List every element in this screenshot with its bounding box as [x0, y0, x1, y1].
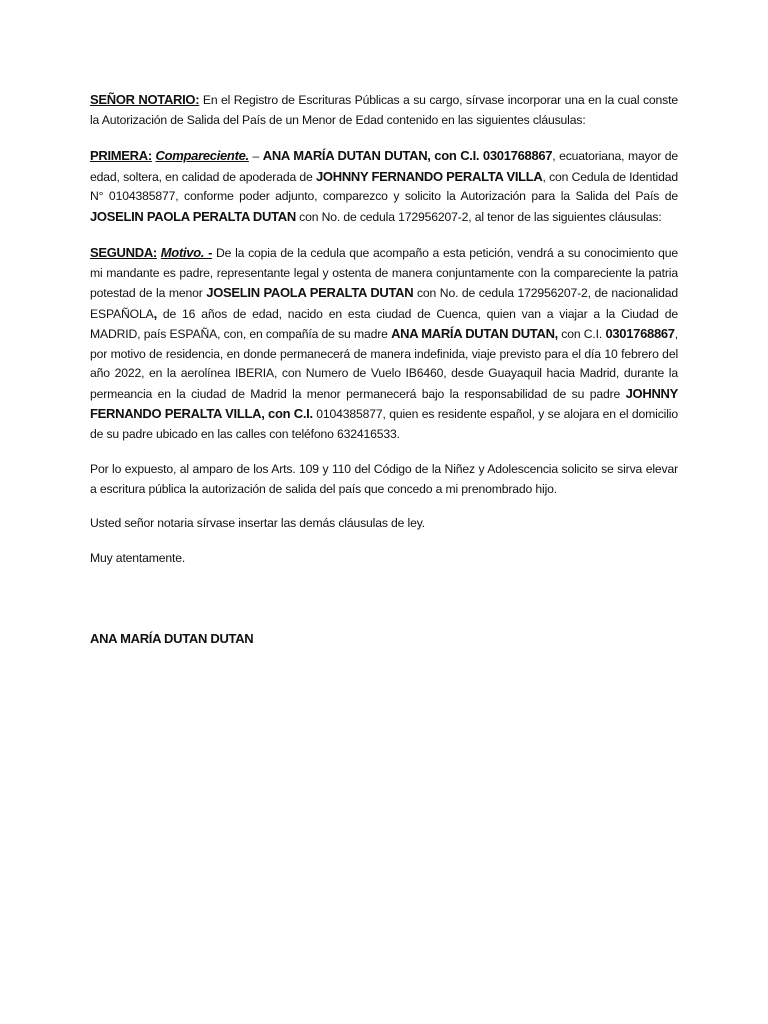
segunda-text-5: , por motivo de residencia, en donde permanecerá de manera indefinida, viaje previsto para el día 10 febrero del año 2022, en la aerolínea IBERIA, con Numero de Vuelo IB6460, desde Guayaquil hacia Madrid, durante la permeancia en la ciudad de Madrid la menor permanecerá bajo la responsabilidad de su padre — [90, 327, 678, 401]
clause-primera — [90, 146, 678, 227]
segunda-label: SEGUNDA: — [90, 245, 157, 260]
primera-name: ANA MARÍA DUTAN DUTAN, con C.I. 0301768867 — [262, 148, 553, 163]
document-body — [90, 90, 678, 568]
segunda-text-2: con No. de cedula 172956207-2, de nacionalidad ESPAÑOLA — [90, 286, 679, 321]
primera-text-3: con No. de cedula 172956207-2, al tenor de las siguientes cláusulas: — [295, 209, 662, 224]
primera-label: PRIMERA: — [90, 148, 152, 163]
salutation-paragraph — [90, 90, 678, 130]
salutation-text: En el Registro de Escrituras Públicas a su cargo, sírvase incorporar una en la cual conste la Autorización de Salida del País de un Menor de Edad contenido en las siguientes cláusulas: — [90, 93, 678, 127]
signature-name: ANA MARÍA DUTAN DUTAN — [90, 631, 254, 646]
segunda-padre: JOHNNY FERNANDO PERALTA VILLA, con C.I. — [90, 385, 678, 421]
segunda-comma: , — [153, 305, 157, 321]
expuesto-paragraph: Por lo expuesto, al amparo de los Arts. 109 y 110 del Código de la Niñez y Adolescencia solicito se sirva elevar a escritura pública la autorización de salida del país que concedo a mi prenombrado hijo. — [90, 462, 678, 496]
primera-heading: Compareciente. — [155, 148, 249, 163]
segunda-heading: Motivo. - — [160, 245, 213, 260]
primera-text-1: , ecuatoriana, mayor de edad, soltera, en calidad de apoderada de — [90, 149, 678, 184]
segunda-ci-madre: 0301768867 — [605, 326, 675, 341]
insertar-paragraph: Usted señor notaria sírvase insertar las demás cláusulas de ley. — [90, 516, 425, 530]
segunda-text-6: 0104385877, quien es residente español, y se alojara en el domicilio de su padre ubicado en las calles con teléfono 632416533. — [90, 407, 678, 441]
primera-menor: JOSELIN PAOLA PERALTA DUTAN — [90, 208, 296, 224]
segunda-text-3: de 16 años de edad, nacido en esta ciudad de Cuenca, quien van a viajar a la Ciudad de MADRID, país ESPAÑA, con, en compañía de su madre — [90, 306, 678, 341]
primera-apoderado: JOHNNY FERNANDO PERALTA VILLA — [316, 168, 543, 184]
primera-text-2: , con Cedula de Identidad N° 0104385877, conforme poder adjunto, comparezco y solicito la Autorización para la Salida del País de — [90, 169, 678, 203]
primera-dash: – — [248, 149, 263, 163]
segunda-madre: ANA MARÍA DUTAN DUTAN, — [391, 326, 558, 341]
closing-line: Muy atentamente. — [90, 550, 186, 565]
salutation-label: SEÑOR NOTARIO: — [90, 92, 200, 107]
segunda-text-4: con C.I. — [557, 327, 606, 341]
clause-segunda — [90, 243, 678, 444]
segunda-text-1: De la copia de la cedula que acompaño a esta petición, vendrá a su conocimiento que mi mandante es padre, representante legal y ostenta de manera conjuntamente con la compareciente la patria potestad de la menor — [90, 246, 678, 300]
segunda-menor: JOSELIN PAOLA PERALTA DUTAN — [206, 285, 414, 300]
